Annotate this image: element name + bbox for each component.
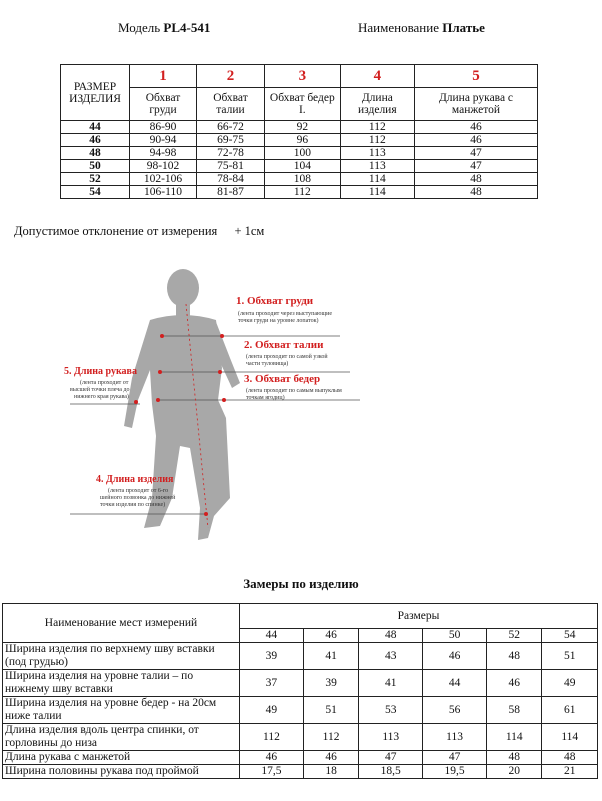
table-cell: 94-98 <box>130 147 197 160</box>
label-sleeve-note: (лента проходит от <box>80 380 129 386</box>
label-length-title: 4. Длина изделия <box>96 474 174 485</box>
table-cell: 112 <box>264 186 340 199</box>
label-sleeve-title: 5. Длина рукава <box>64 366 137 377</box>
table-row <box>61 121 538 134</box>
tolerance-text: Допустимое отклонение от измерения <box>14 224 218 238</box>
column-number: 2 <box>197 65 265 88</box>
table-cell: 41 <box>303 643 358 670</box>
size-header-cell: 44 <box>240 629 304 643</box>
column-number: 3 <box>264 65 340 88</box>
measurement-name: Ширина изделия на уровне бедер - на 20см ниже талии <box>3 697 240 724</box>
column-header: Длина изделия <box>340 88 414 121</box>
table-cell: 47 <box>415 160 538 173</box>
model-label: Модель <box>118 20 161 35</box>
column-header: Обхват талии <box>197 88 265 121</box>
table-cell: 114 <box>340 186 414 199</box>
table-cell: 75-81 <box>197 160 265 173</box>
table-cell: 78-84 <box>197 173 265 186</box>
table-cell: 112 <box>340 134 414 147</box>
table-cell: 46 <box>487 670 542 697</box>
table-cell: 20 <box>487 765 542 779</box>
label-chest-note: (лента проходит через выступающие <box>238 311 332 317</box>
name-value: Платье <box>442 20 485 35</box>
label-chest-note: точки груди на уровне лопаток) <box>238 318 319 324</box>
table-cell: 108 <box>264 173 340 186</box>
size-cell: 54 <box>61 186 130 199</box>
label-sleeve-note: нижнего края рукава) <box>74 394 129 400</box>
size-cell: 44 <box>61 121 130 134</box>
column-number: 5 <box>415 65 538 88</box>
table-cell: 66-72 <box>197 121 265 134</box>
table-cell: 47 <box>415 147 538 160</box>
measurements-title: Замеры по изделию <box>243 576 359 591</box>
table-cell: 18,5 <box>359 765 423 779</box>
table-cell: 98-102 <box>130 160 197 173</box>
table-cell: 92 <box>264 121 340 134</box>
table-cell: 106-110 <box>130 186 197 199</box>
table-cell: 104 <box>264 160 340 173</box>
table-row <box>3 697 598 724</box>
label-waist-title: 2. Обхват талии <box>244 339 324 351</box>
name-column-header: Наименование мест измерений <box>3 604 240 643</box>
table-cell: 47 <box>423 751 487 765</box>
table-cell: 46 <box>415 134 538 147</box>
table-cell: 113 <box>423 724 487 751</box>
name-header <box>358 20 485 36</box>
table-row <box>61 134 538 147</box>
column-header: Обхват бедер I. <box>264 88 340 121</box>
table-cell: 39 <box>303 670 358 697</box>
table-cell: 51 <box>303 697 358 724</box>
table-cell: 19,5 <box>423 765 487 779</box>
table-row <box>3 751 598 765</box>
measurement-name: Ширина изделия на уровне талии – по нижнему шву вставки <box>3 670 240 697</box>
table-row <box>3 670 598 697</box>
model-header <box>118 20 210 36</box>
table-cell: 48 <box>487 643 542 670</box>
column-number: 1 <box>130 65 197 88</box>
measurement-name: Ширина изделия по верхнему шву вставки (под грудью) <box>3 643 240 670</box>
label-hips-title: 3. Обхват бедер <box>244 373 321 385</box>
size-cell: 52 <box>61 173 130 186</box>
measurement-name: Ширина половины рукава под проймой <box>3 765 240 779</box>
table-cell: 46 <box>415 121 538 134</box>
table-cell: 96 <box>264 134 340 147</box>
table-row <box>61 160 538 173</box>
table-cell: 39 <box>240 643 304 670</box>
table-cell: 112 <box>303 724 358 751</box>
size-cell: 48 <box>61 147 130 160</box>
table-cell: 58 <box>487 697 542 724</box>
table-cell: 86-90 <box>130 121 197 134</box>
table-cell: 46 <box>303 751 358 765</box>
table-cell: 46 <box>240 751 304 765</box>
measurement-name: Длина рукава с манжетой <box>3 751 240 765</box>
table-cell: 114 <box>542 724 598 751</box>
column-header: Длина рукава с манжетой <box>415 88 538 121</box>
table-row <box>3 765 598 779</box>
table-cell: 113 <box>340 160 414 173</box>
table-cell: 69-75 <box>197 134 265 147</box>
table-cell: 113 <box>359 724 423 751</box>
table-cell: 49 <box>240 697 304 724</box>
size-header-cell: 46 <box>303 629 358 643</box>
table-cell: 81-87 <box>197 186 265 199</box>
size-header-cell: 54 <box>542 629 598 643</box>
table-cell: 41 <box>359 670 423 697</box>
table-cell: 18 <box>303 765 358 779</box>
label-hips-note: точкам ягодиц) <box>246 395 285 401</box>
table-cell: 114 <box>340 173 414 186</box>
size-chart-table <box>60 64 538 199</box>
size-cell: 46 <box>61 134 130 147</box>
column-number: 4 <box>340 65 414 88</box>
table-cell: 100 <box>264 147 340 160</box>
tolerance-value: + 1см <box>234 224 265 238</box>
table-cell: 114 <box>487 724 542 751</box>
table-cell: 48 <box>542 751 598 765</box>
table-cell: 46 <box>423 643 487 670</box>
table-cell: 49 <box>542 670 598 697</box>
measurements-table <box>2 603 598 779</box>
table-cell: 56 <box>423 697 487 724</box>
label-hips-note: (лента проходит по самым выпуклым <box>246 388 342 394</box>
table-cell: 61 <box>542 697 598 724</box>
label-waist-note: (лента проходит по самой узкой <box>246 354 328 360</box>
label-sleeve-note: высшей точки плеча до <box>70 387 130 393</box>
table-cell: 48 <box>415 173 538 186</box>
table-cell: 72-78 <box>197 147 265 160</box>
table-cell: 17,5 <box>240 765 304 779</box>
table-cell: 48 <box>415 186 538 199</box>
label-length-note: (лента проходит от 6-го <box>108 488 169 494</box>
table-row <box>3 724 598 751</box>
table-cell: 51 <box>542 643 598 670</box>
label-waist-note: части туловища) <box>246 361 289 367</box>
name-label: Наименование <box>358 20 439 35</box>
table-row <box>3 643 598 670</box>
size-header-cell: 52 <box>487 629 542 643</box>
table-row <box>61 186 538 199</box>
sizes-header: Размеры <box>240 604 598 629</box>
table-cell: 37 <box>240 670 304 697</box>
table-cell: 112 <box>340 121 414 134</box>
measurement-name: Длина изделия вдоль центра спинки, от горловины до низа <box>3 724 240 751</box>
table-cell: 102-106 <box>130 173 197 186</box>
label-chest-title: 1. Обхват груди <box>236 295 314 307</box>
size-corner-header: РАЗМЕР ИЗДЕЛИЯ <box>61 65 130 121</box>
size-header-cell: 48 <box>359 629 423 643</box>
column-header: Обхват груди <box>130 88 197 121</box>
measurement-figure <box>40 258 580 558</box>
size-cell: 50 <box>61 160 130 173</box>
tolerance-note <box>14 224 264 239</box>
table-row <box>61 173 538 186</box>
label-length-note: точки изделия по спинке) <box>100 502 166 508</box>
table-cell: 21 <box>542 765 598 779</box>
table-row <box>61 147 538 160</box>
table-cell: 112 <box>240 724 304 751</box>
model-value: PL4-541 <box>163 20 211 35</box>
label-length-note: шейного позвонка до нижней <box>100 495 176 501</box>
table-cell: 48 <box>487 751 542 765</box>
table-cell: 53 <box>359 697 423 724</box>
size-header-cell: 50 <box>423 629 487 643</box>
table-cell: 43 <box>359 643 423 670</box>
table-cell: 90-94 <box>130 134 197 147</box>
table-cell: 113 <box>340 147 414 160</box>
table-cell: 47 <box>359 751 423 765</box>
table-cell: 44 <box>423 670 487 697</box>
